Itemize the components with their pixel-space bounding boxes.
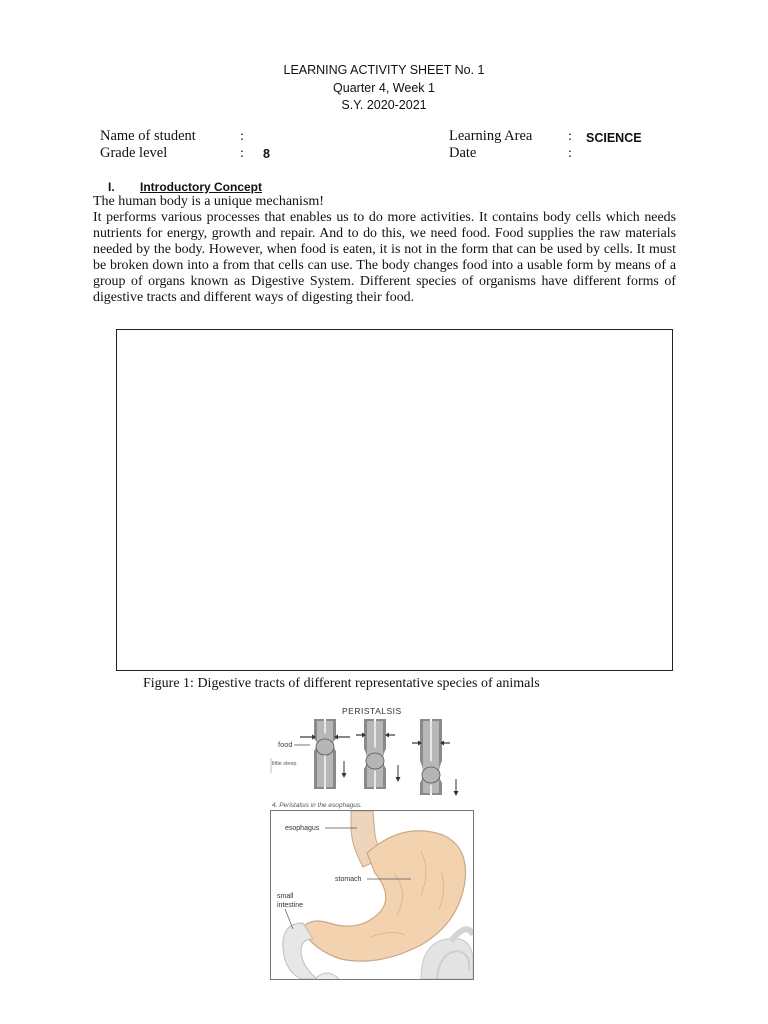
intestine-pointer [285,909,293,929]
small-label: small [277,893,294,900]
figure-caption: Figure 1: Digestive tracts of different representative species of animals [143,676,540,691]
side-label: little sleep [272,761,297,767]
grade-value: 8 [263,147,270,161]
sheet-title: LEARNING ACTIVITY SHEET No. 1 [283,63,485,77]
peristalsis-title: PERISTALSIS [342,706,402,716]
esophagus-tube-3 [412,719,459,796]
esophagus-tube-1 [300,719,350,789]
stomach-image [270,810,474,980]
peristalsis-illustration [270,703,470,810]
date-label: Date [449,145,477,161]
food-label: food [278,740,293,749]
intestine-label: intestine [277,902,304,909]
esophagus-label: esophagus [285,825,320,832]
sheet-header [0,62,768,115]
grade-label: Grade level [100,145,168,161]
intestine-loop [315,973,339,979]
stomach-label: stomach [335,876,362,883]
intro-paragraph: It performs various processes that enables us to do more activities. It contains body cells which needs nutrients for energy, growth and repair. And to do this, we need food. Food supplies the raw materials needed by the body. However, when food is eaten, it is not in the form that can be used by cells. It must be broken down into a from that cells can use. The body changes food into a usable form by means of a group of organs known as Digestive System. Different species of organisms have different forms of digestive tracts and different ways of digesting their food. [93,210,676,305]
section-title: Introductory Concept [140,180,262,194]
intro-lead-sentence: The human body is a unique mechanism! [93,194,324,209]
esophagus-tube-2 [356,719,401,789]
name-label: Name of student [100,128,196,144]
stomach-illustration [271,811,473,979]
section-number: I. [108,180,115,194]
date-colon: : [568,146,572,161]
grade-colon: : [240,146,244,161]
area-colon: : [568,129,572,144]
school-year: S.Y. 2020-2021 [341,98,427,112]
area-value: SCIENCE [586,131,642,145]
peristalsis-caption: 4. Peristalsis in the esophagus. [272,802,362,809]
quarter-week: Quarter 4, Week 1 [333,80,435,95]
area-label: Learning Area [449,128,533,144]
figure-frame [116,329,673,671]
name-colon: : [240,129,244,144]
peristalsis-image [270,703,470,810]
